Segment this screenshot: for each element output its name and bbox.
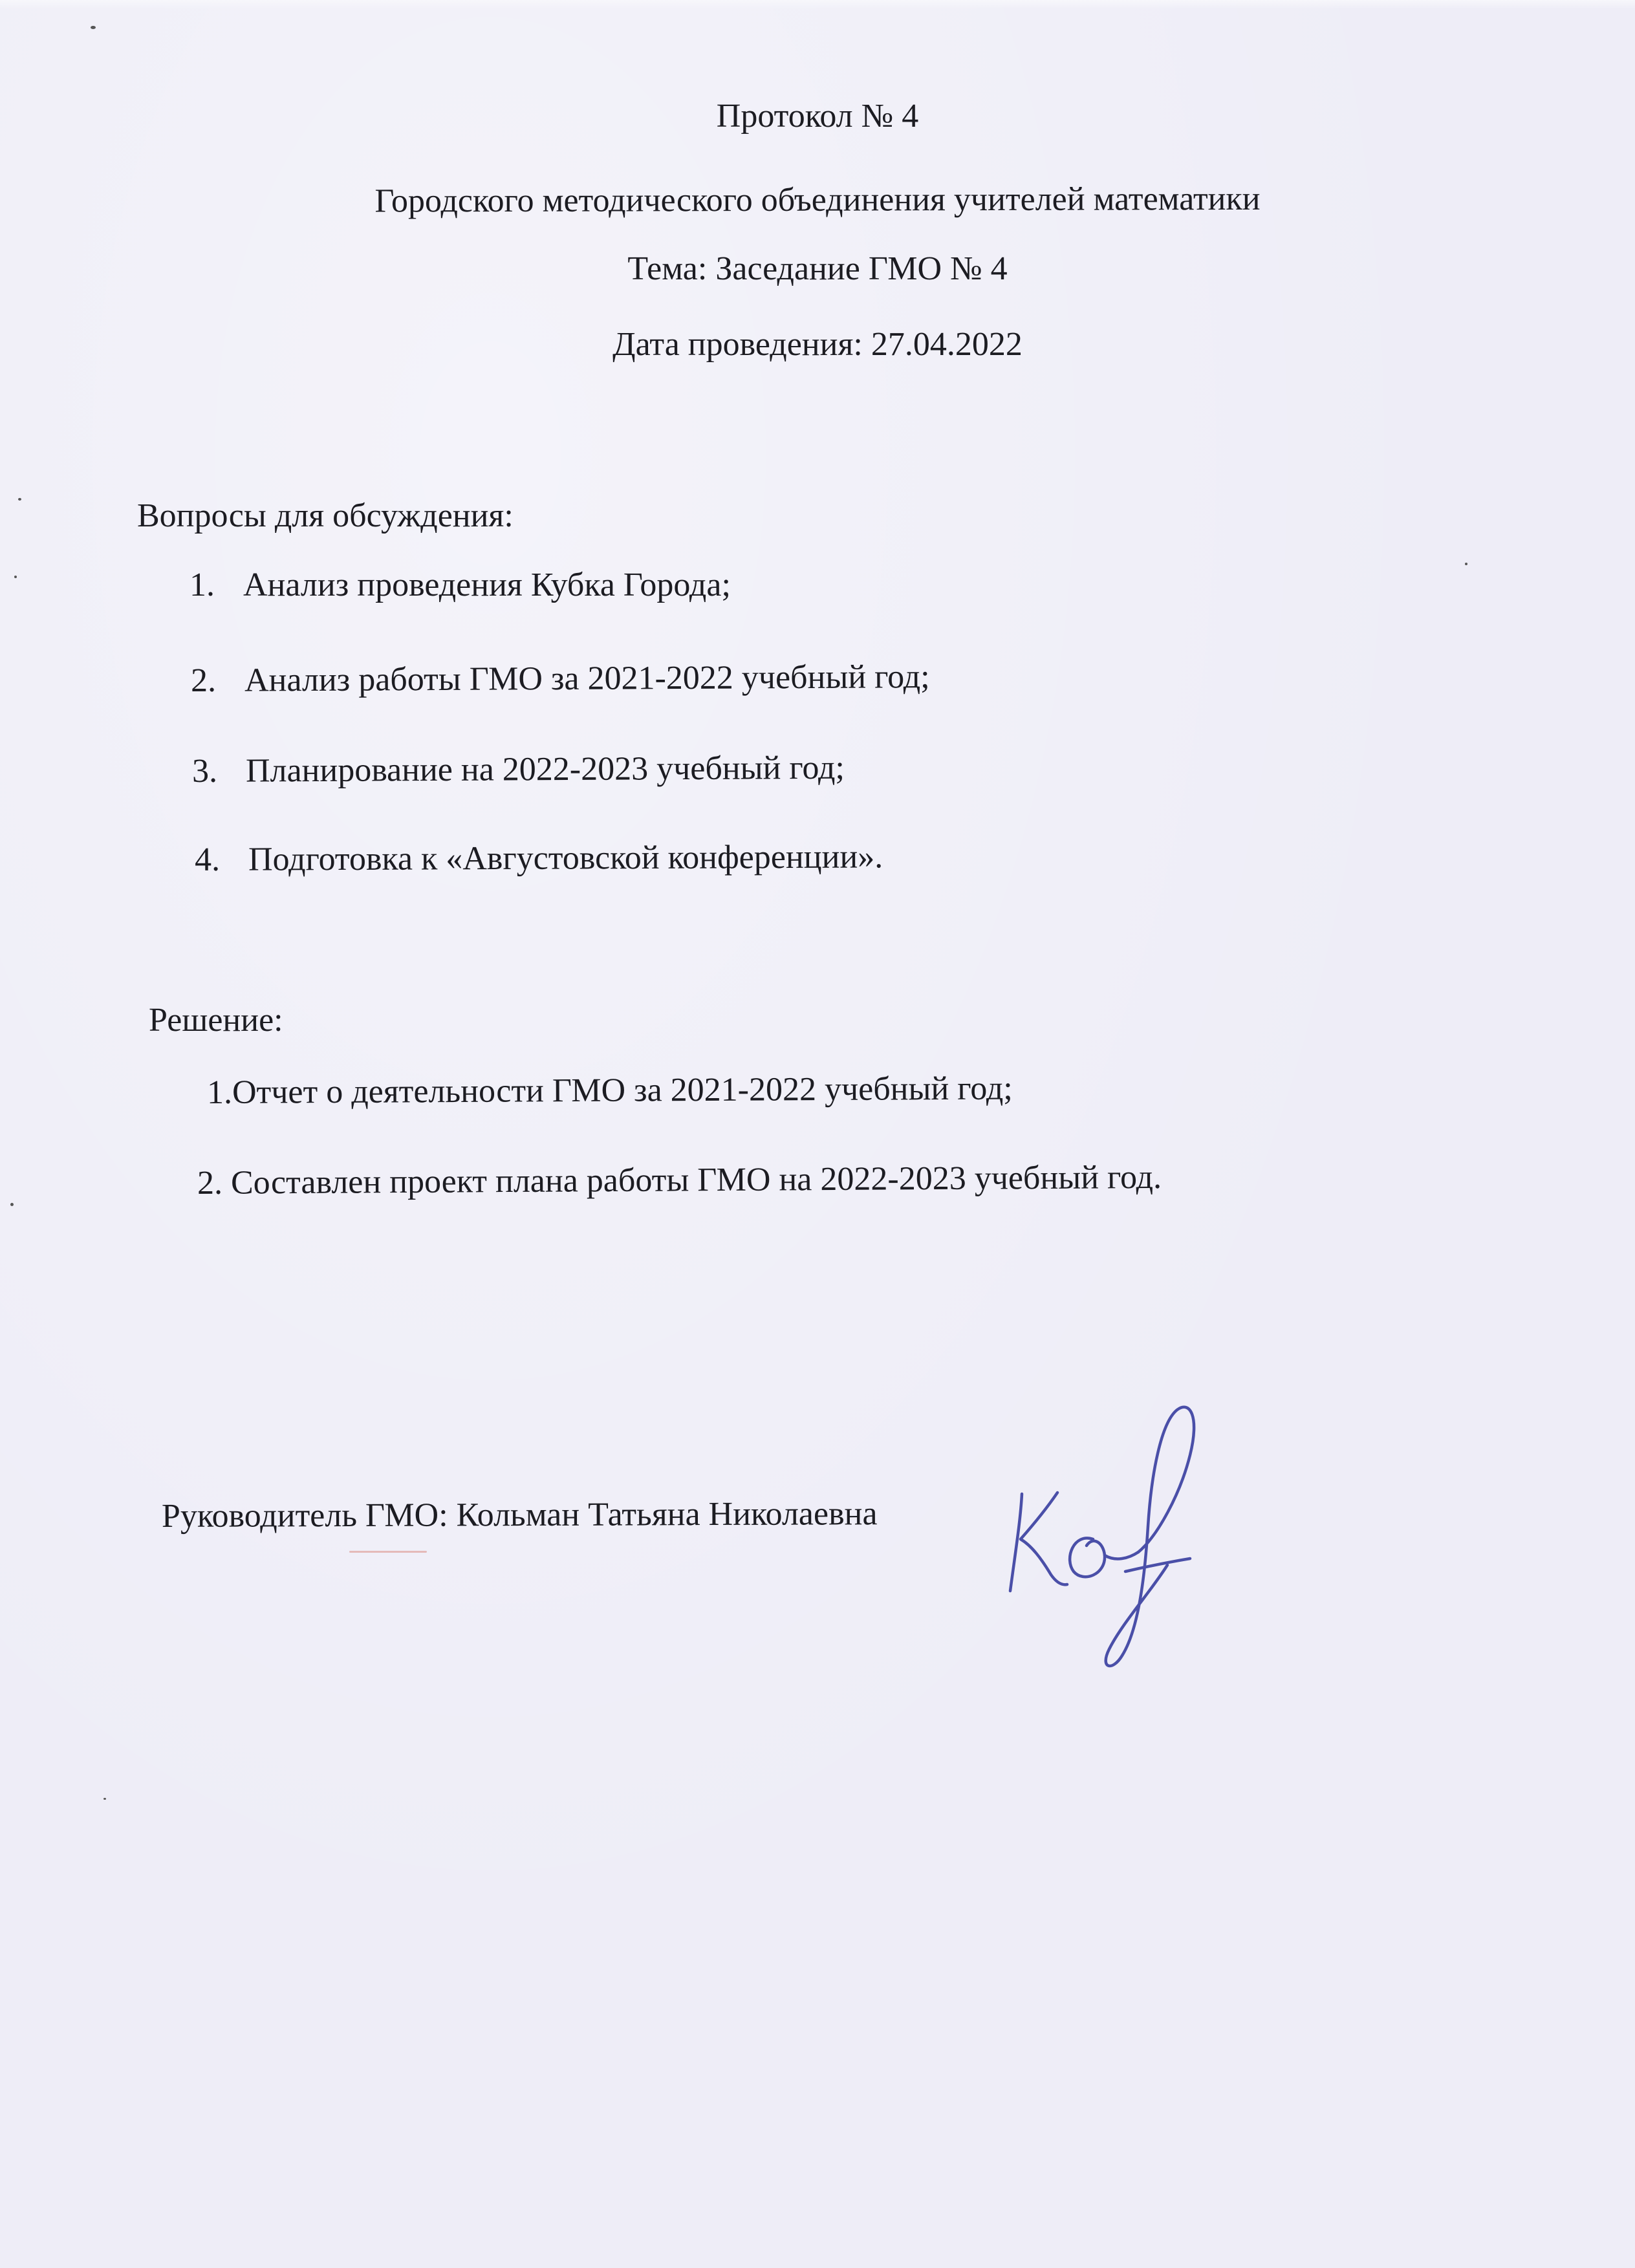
organization-line: Городского методического объединения учителей математики	[374, 180, 1261, 220]
question-number: 3.	[191, 752, 218, 790]
scan-speck	[91, 26, 96, 29]
protocol-title: Протокол № 4	[716, 98, 919, 135]
question-text: Анализ проведения Кубка Города;	[243, 567, 731, 603]
question-item-1	[189, 566, 731, 605]
scan-speck	[1465, 563, 1467, 565]
scan-speck	[103, 1798, 106, 1800]
question-item-3	[192, 749, 845, 791]
question-text: Анализ работы ГМО за 2021-2022 учебный год;	[244, 658, 930, 699]
question-number: 1.	[189, 567, 215, 603]
decision-heading: Решение:	[149, 1002, 283, 1039]
topic-line: Тема: Заседание ГМО № 4	[627, 250, 1008, 287]
decision-item-2: 2. Составлен проект плана работы ГМО на 2022-2023 учебный год.	[197, 1158, 1162, 1202]
question-text: Подготовка к «Августовской конференции».	[248, 838, 883, 878]
question-number: 4.	[194, 841, 221, 878]
scan-speck	[10, 1203, 14, 1206]
scan-speck	[14, 576, 17, 578]
question-number: 2.	[190, 662, 217, 699]
signatory-line: Руководитель ГМО: Кольман Татьяна Николаевна	[161, 1495, 878, 1535]
questions-heading: Вопросы для обсуждения:	[137, 497, 514, 534]
scan-speck	[18, 498, 21, 501]
question-item-4	[195, 837, 883, 880]
red-pen-mark	[349, 1551, 427, 1553]
scan-edge	[0, 0, 1635, 9]
date-line: Дата проведения: 27.04.2022	[612, 326, 1023, 363]
decision-item-1: 1.Отчет о деятельности ГМО за 2021-2022 учебный год;	[206, 1070, 1013, 1111]
question-text: Планирование на 2022-2023 учебный год;	[245, 749, 845, 790]
question-item-2	[191, 658, 930, 700]
handwritten-signature	[996, 1397, 1242, 1675]
